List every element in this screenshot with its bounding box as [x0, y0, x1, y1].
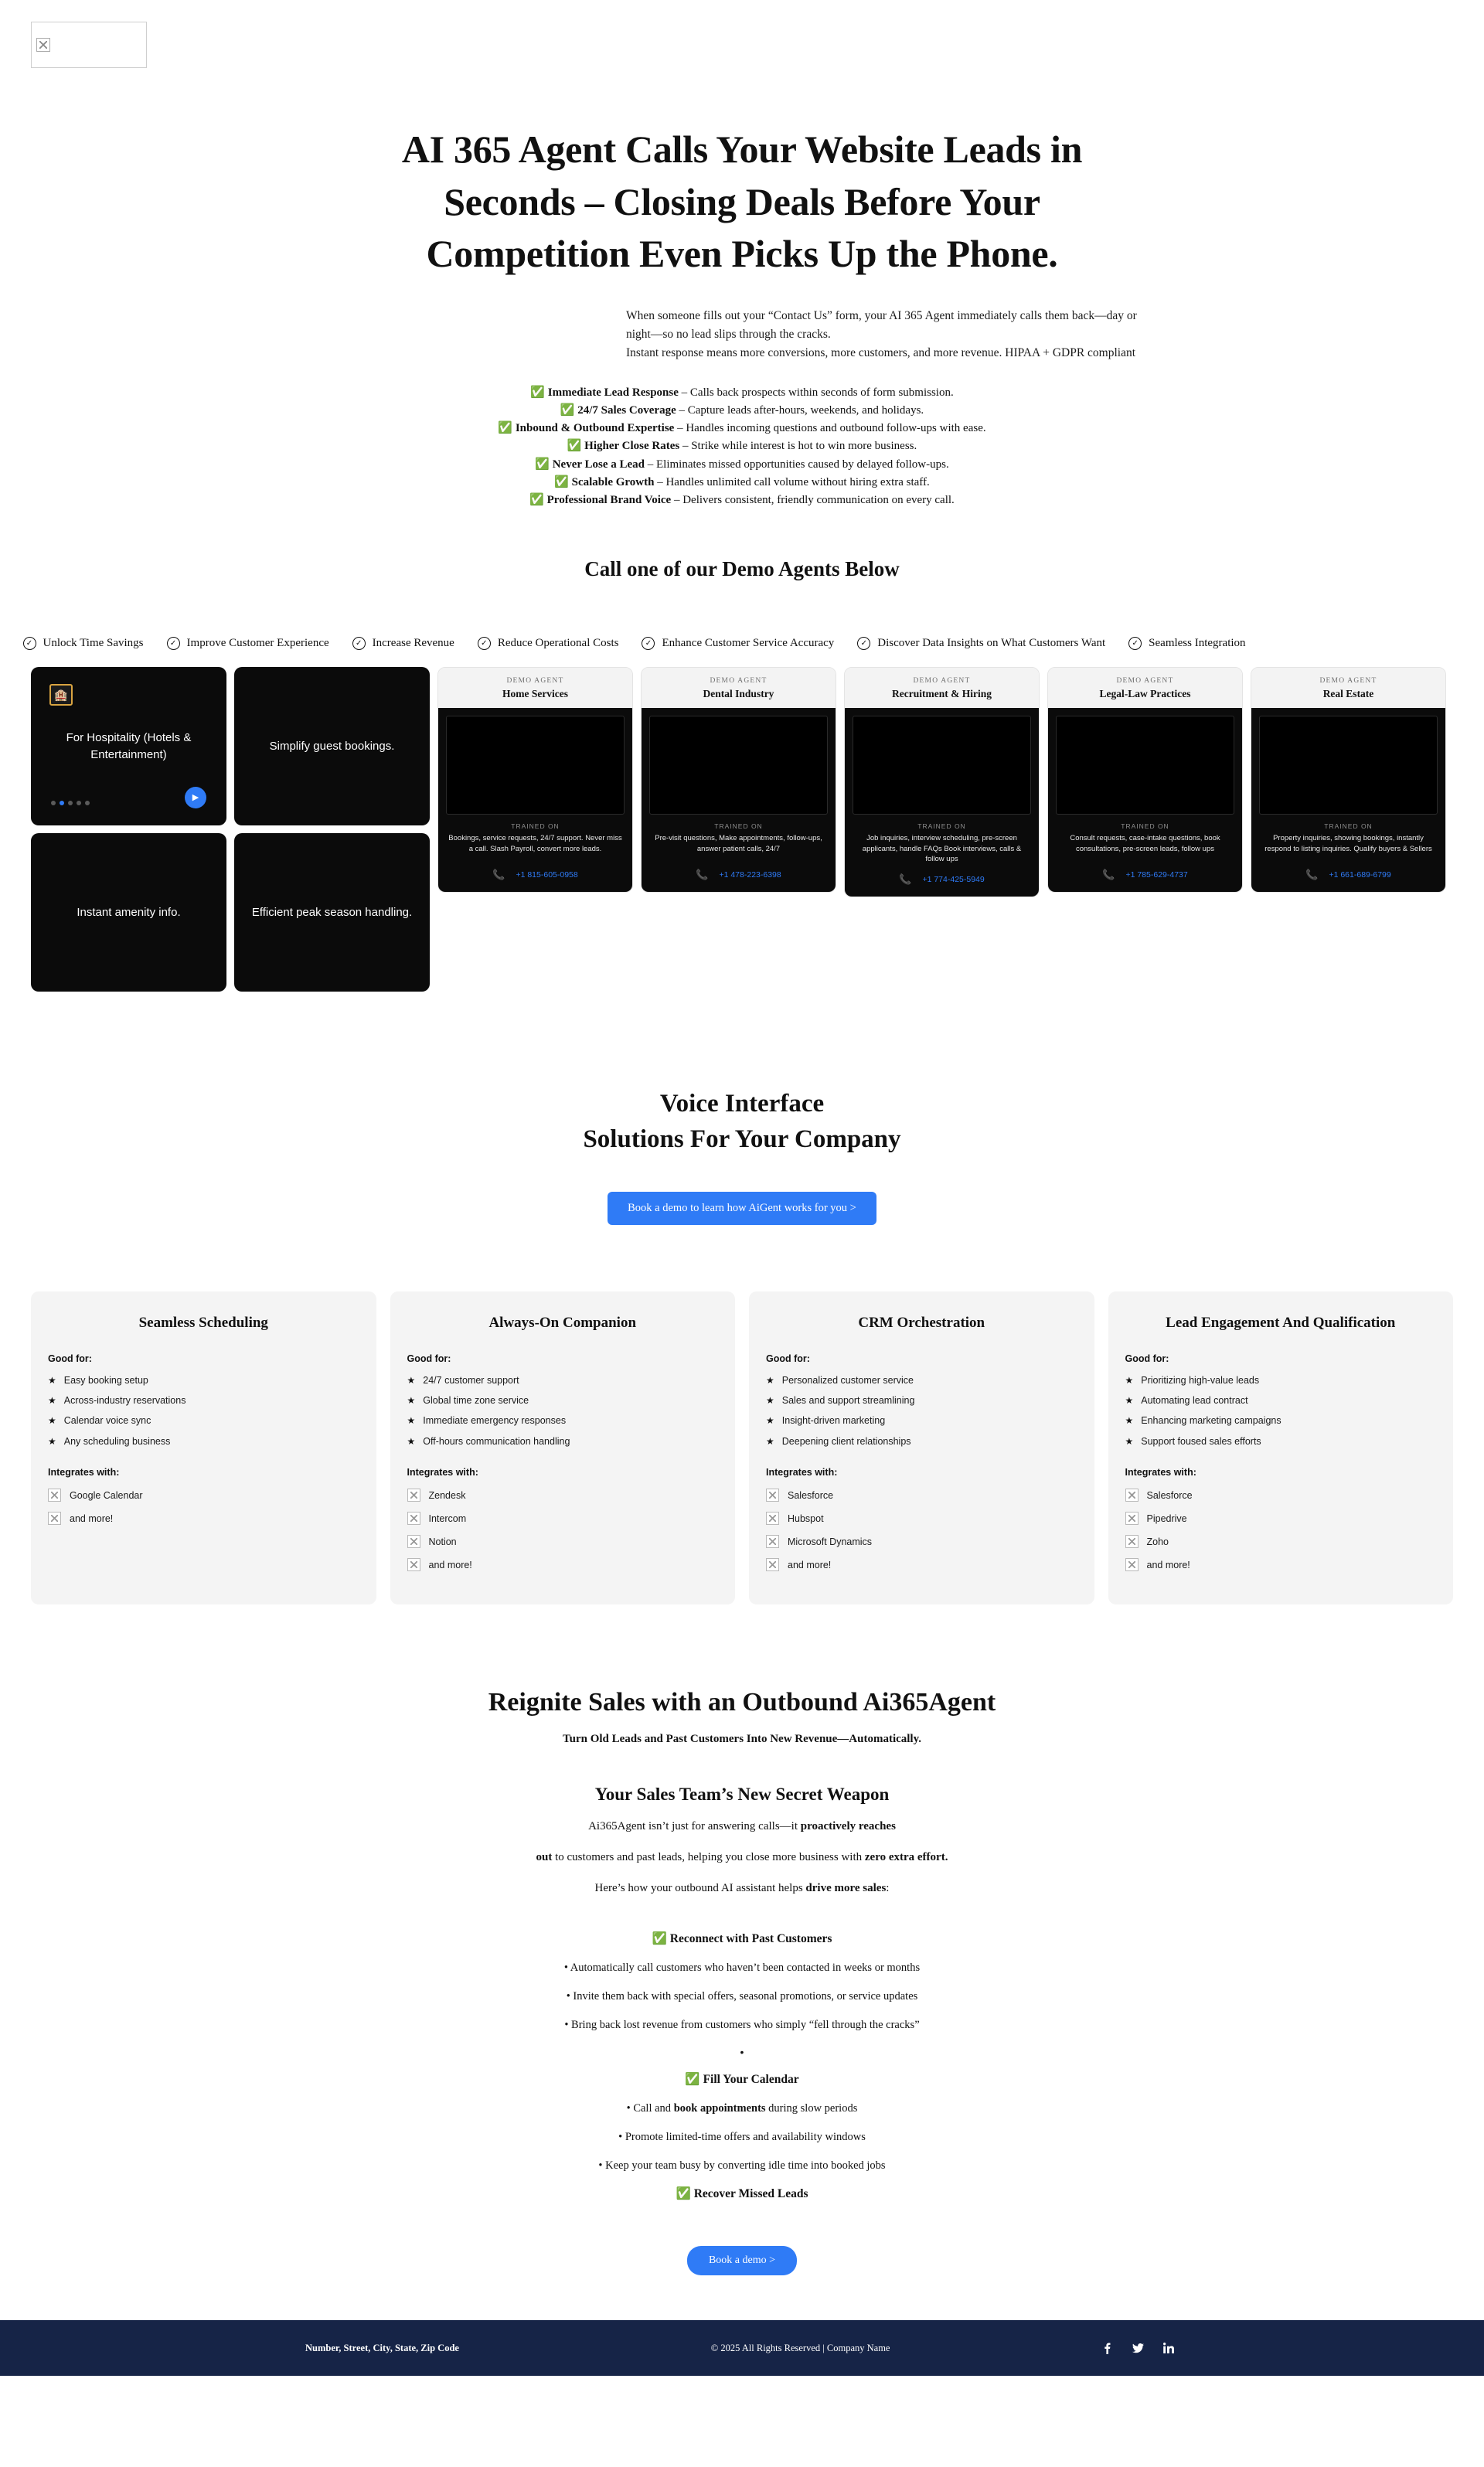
- bullet-bold: Inbound & Outbound Expertise: [515, 422, 675, 435]
- agent-kicker: DEMO AGENT: [913, 677, 971, 686]
- feature-item-seamless-integration: [1128, 637, 1245, 650]
- page-title: AI 365 Agent Calls Your Website Leads in Seconds – Closing Deals Before Your Competition Even Picks Up the Phone.: [401, 128, 1083, 275]
- outbound-group2-item: [0, 2102, 1484, 2115]
- agent-phone-number[interactable]: +1 785-629-4737: [1125, 870, 1188, 880]
- bullet-rest: – Handles unlimited call volume without hiring extra staff.: [654, 475, 930, 488]
- agent-call-row[interactable]: [853, 873, 1031, 886]
- book-demo-aigent-button[interactable]: Book a demo to learn how AiGent works for you >: [608, 1192, 876, 1225]
- outbound-paragraph-1: [0, 1817, 1484, 1836]
- bullet-rest: – Capture leads after-hours, weekends, and holidays.: [676, 403, 924, 417]
- bullet-item: [321, 437, 1163, 455]
- check-icon: ✅: [530, 386, 545, 399]
- agent-card-body: [642, 708, 836, 892]
- outbound-g2-text-a: • Call and: [626, 2102, 674, 2115]
- outbound-group1-item: • Automatically call customers who haven’t been contacted in weeks or months: [563, 1962, 921, 1975]
- integration-item: [766, 1535, 1077, 1548]
- agent-card-body: [1251, 708, 1445, 892]
- star-icon: ★: [407, 1415, 416, 1427]
- carousel-dots[interactable]: [51, 801, 90, 805]
- star-icon: ★: [1125, 1415, 1134, 1427]
- check-icon: ✅: [567, 440, 582, 453]
- hospitality-tile-2[interactable]: [31, 833, 226, 992]
- outbound-section: [0, 1688, 1484, 2275]
- integration-label: Microsoft Dynamics: [788, 1536, 873, 1547]
- solution-item-label: Immediate emergency responses: [423, 1415, 567, 1427]
- bullet-item: [321, 456, 1163, 474]
- voice-interface-section: [0, 1086, 1484, 1224]
- solution-card-seamless-scheduling: [31, 1291, 376, 1605]
- outbound-group1-title: [0, 1931, 1484, 1946]
- carousel-dot-active[interactable]: [60, 801, 64, 805]
- outbound-group3-label: Recover Missed Leads: [693, 2187, 808, 2201]
- carousel-dot[interactable]: [85, 801, 90, 805]
- integration-label: Zoho: [1146, 1536, 1169, 1547]
- outbound-group2-item: • Keep your team busy by converting idle time into booked jobs: [598, 2159, 886, 2173]
- integration-logo-icon: [1125, 1535, 1139, 1548]
- agent-phone-number[interactable]: +1 661-689-6799: [1329, 870, 1391, 880]
- star-icon: ★: [48, 1395, 56, 1407]
- feature-label: Enhance Customer Service Accuracy: [662, 637, 835, 650]
- agent-phone-number[interactable]: +1 774-425-5949: [922, 875, 985, 885]
- outbound-p1-bold: proactively reaches: [800, 1820, 896, 1833]
- check-icon: ✅: [652, 1932, 667, 1946]
- agent-video-player[interactable]: [1056, 716, 1234, 815]
- integration-item: [407, 1558, 719, 1571]
- footer-address: Number, Street, City, State, Zip Code: [305, 2342, 459, 2353]
- feature-label: Improve Customer Experience: [186, 637, 329, 650]
- solution-title: Seamless Scheduling: [138, 1314, 268, 1331]
- integration-logo-icon: [407, 1535, 420, 1548]
- solution-item: [1125, 1395, 1437, 1406]
- bullet-bold: Never Lose a Lead: [552, 458, 645, 471]
- agent-description: Consult requests, case-intake questions, book consultations, pre-screen leads, follow ups: [1070, 834, 1220, 853]
- phone-icon: 📞: [899, 873, 912, 886]
- check-circle-icon: ✓: [642, 637, 655, 650]
- solution-title: Lead Engagement And Qualification: [1166, 1314, 1396, 1331]
- integration-logo-icon: [407, 1558, 420, 1571]
- check-icon: ✅: [535, 458, 550, 471]
- agent-call-row[interactable]: [1056, 869, 1234, 881]
- outbound-p3-colon: :: [886, 1882, 890, 1895]
- integration-item: [1125, 1535, 1437, 1548]
- hospitality-row-top: [31, 667, 430, 825]
- agent-kicker: DEMO AGENT: [1319, 677, 1377, 686]
- integration-label: and more!: [788, 1559, 832, 1570]
- voice-heading: [0, 1086, 1484, 1157]
- solution-item: [766, 1375, 1077, 1386]
- phone-icon: 📞: [1305, 869, 1319, 881]
- bullet-bold: 24/7 Sales Coverage: [577, 403, 676, 417]
- trained-on-label: TRAINED ON: [1324, 822, 1373, 831]
- site-footer: [0, 2320, 1484, 2376]
- star-icon: ★: [48, 1415, 56, 1427]
- book-demo-button[interactable]: Book a demo >: [687, 2246, 797, 2275]
- integration-item: [407, 1512, 719, 1525]
- solution-item: [407, 1375, 719, 1386]
- outbound-title: Reignite Sales with an Outbound Ai365Agent: [488, 1688, 996, 1717]
- integration-label: Hubspot: [788, 1513, 824, 1524]
- agent-description: Pre-visit questions, Make appointments, follow-ups, answer patient calls, 24/7: [655, 834, 822, 853]
- integration-item: [766, 1489, 1077, 1502]
- outbound-separator-dot: •: [740, 2046, 744, 2059]
- integration-logo-icon: [1125, 1558, 1139, 1571]
- solution-item-label: Automating lead contract: [1141, 1395, 1248, 1407]
- feature-label: Unlock Time Savings: [43, 637, 144, 650]
- hero-section: [0, 77, 1484, 581]
- carousel-dot[interactable]: [77, 801, 81, 805]
- star-icon: ★: [766, 1435, 774, 1447]
- hero-subtext: [321, 307, 1163, 362]
- demo-cards-row: [0, 667, 1484, 992]
- feature-item-reduce-operational-costs: [478, 637, 619, 650]
- outbound-p2-text: to customers and past leads, helping you close more business with: [552, 1851, 865, 1864]
- phone-icon: 📞: [696, 869, 709, 881]
- outbound-paragraph-3: [0, 1879, 1484, 1897]
- integration-logo-icon: [766, 1489, 779, 1502]
- outbound-g2-bold: book appointments: [673, 2102, 766, 2115]
- integration-item: [766, 1512, 1077, 1525]
- good-for-label: Good for:: [407, 1353, 451, 1364]
- hospitality-row-bottom: [31, 833, 430, 992]
- solution-title: Always-On Companion: [488, 1314, 637, 1331]
- agent-description: Bookings, service requests, 24/7 support. Never miss a call. Slash Payroll, convert more leads.: [448, 834, 622, 853]
- solution-item-label: Global time zone service: [423, 1395, 529, 1407]
- feature-strip: [0, 637, 1484, 650]
- phone-icon: 📞: [492, 869, 505, 881]
- star-icon: ★: [1125, 1374, 1134, 1386]
- bullet-item: [321, 474, 1163, 492]
- check-icon: ✅: [685, 2073, 700, 2087]
- trained-on-label: TRAINED ON: [714, 822, 763, 831]
- bullet-item: [321, 384, 1163, 402]
- outbound-p3-text: Here’s how your outbound AI assistant helps: [594, 1882, 806, 1895]
- hospitality-main-card[interactable]: [31, 667, 226, 825]
- bullet-rest: – Eliminates missed opportunities caused by delayed follow-ups.: [645, 458, 949, 471]
- trained-on-label: TRAINED ON: [917, 822, 966, 831]
- solution-item: [1125, 1436, 1437, 1447]
- solution-item: [48, 1375, 359, 1386]
- hospitality-tile-1[interactable]: [234, 667, 430, 825]
- star-icon: ★: [407, 1435, 416, 1447]
- integration-logo-icon: [407, 1489, 420, 1502]
- integration-logo-icon: [1125, 1489, 1139, 1502]
- agent-card-header: [438, 668, 632, 708]
- integration-logo-icon: [48, 1489, 61, 1502]
- integration-label: Salesforce: [788, 1489, 834, 1501]
- trained-on-label: TRAINED ON: [511, 822, 560, 831]
- integrates-with-label: Integrates with:: [766, 1467, 838, 1478]
- bullet-bold: Immediate Lead Response: [547, 386, 679, 399]
- integration-label: Zendesk: [428, 1489, 466, 1501]
- outbound-p2-bold-end: zero extra effort.: [864, 1851, 948, 1864]
- agent-call-row[interactable]: [1259, 869, 1438, 881]
- solution-item-label: Calendar voice sync: [63, 1415, 151, 1427]
- bullet-bold: Higher Close Rates: [584, 440, 680, 453]
- solution-item-label: 24/7 customer support: [423, 1374, 519, 1386]
- agent-card-header: [845, 668, 1039, 708]
- solution-item-label: Easy booking setup: [63, 1374, 148, 1386]
- solution-item: [48, 1436, 359, 1447]
- agent-video-player[interactable]: [1259, 716, 1438, 815]
- solution-item: [407, 1395, 719, 1406]
- agent-phone-number[interactable]: +1 478-223-6398: [719, 870, 781, 880]
- phone-icon: 📞: [1102, 869, 1115, 881]
- hero-bullet-list: [321, 384, 1163, 510]
- outbound-p2-bold-start: out: [536, 1851, 553, 1864]
- agent-name: Recruitment & Hiring: [892, 688, 992, 700]
- outbound-p3-bold: drive more sales: [805, 1882, 887, 1895]
- bullet-item: [321, 492, 1163, 509]
- voice-heading-line2: Solutions For Your Company: [583, 1125, 901, 1154]
- solution-item-label: Deepening client relationships: [781, 1435, 911, 1447]
- bullet-item: [321, 420, 1163, 437]
- integration-label: and more!: [1146, 1559, 1190, 1570]
- check-circle-icon: ✓: [857, 637, 870, 650]
- outbound-group1-item: • Invite them back with special offers, seasonal promotions, or service updates: [566, 1990, 918, 2003]
- integration-item: [407, 1489, 719, 1502]
- star-icon: ★: [48, 1374, 56, 1386]
- solution-item: [1125, 1415, 1437, 1426]
- solution-item-label: Insight-driven marketing: [781, 1415, 886, 1427]
- hospitality-card-group: [31, 667, 430, 992]
- star-icon: ★: [1125, 1435, 1134, 1447]
- check-icon: ✅: [529, 494, 544, 507]
- feature-item-enhance-customer-service-accuracy: [642, 637, 834, 650]
- outbound-paragraph-2: [0, 1848, 1484, 1866]
- solution-item: [766, 1395, 1077, 1406]
- agent-card-recruitment-hiring[interactable]: [844, 667, 1040, 897]
- integration-label: Intercom: [428, 1513, 467, 1524]
- solution-item-label: Enhancing marketing campaigns: [1141, 1415, 1281, 1427]
- good-for-label: Good for:: [1125, 1353, 1169, 1364]
- star-icon: ★: [407, 1395, 416, 1407]
- solution-item-label: Across-industry reservations: [63, 1395, 186, 1407]
- site-header: [0, 0, 1484, 77]
- integration-label: Pipedrive: [1146, 1513, 1187, 1524]
- outbound-group2-title: [0, 2072, 1484, 2087]
- hotel-icon: 🏨: [49, 684, 73, 706]
- outbound-group2-label: Fill Your Calendar: [703, 2073, 799, 2087]
- integrates-with-label: Integrates with:: [48, 1467, 120, 1478]
- integration-item: [766, 1558, 1077, 1571]
- linkedin-icon[interactable]: [1162, 2342, 1175, 2354]
- agent-name: Dental Industry: [703, 688, 774, 700]
- solution-item-label: Any scheduling business: [63, 1435, 171, 1447]
- play-icon[interactable]: ▶: [185, 787, 206, 808]
- carousel-dot[interactable]: [51, 801, 56, 805]
- agent-phone-number[interactable]: +1 815-605-0958: [516, 870, 578, 880]
- agent-kicker: DEMO AGENT: [710, 677, 768, 686]
- solution-item: [48, 1395, 359, 1406]
- hero-subtext-line2: Instant response means more conversions, more customers, and more revenue. HIPAA + GDPR compliant: [626, 345, 1136, 359]
- integration-item: [48, 1512, 359, 1525]
- check-circle-icon: ✓: [23, 637, 36, 650]
- agent-card-home-services[interactable]: [437, 667, 633, 893]
- check-circle-icon: ✓: [167, 637, 180, 650]
- feature-label: Reduce Operational Costs: [497, 637, 619, 650]
- agent-call-row[interactable]: [446, 869, 625, 881]
- star-icon: ★: [48, 1435, 56, 1447]
- check-icon: ✅: [676, 2187, 691, 2201]
- agent-card-body: [438, 708, 632, 892]
- outbound-group2-item: • Promote limited-time offers and availability windows: [618, 2131, 866, 2144]
- agent-card-real-estate[interactable]: [1251, 667, 1446, 893]
- integration-item: [48, 1489, 359, 1502]
- feature-item-unlock-time-savings: [23, 637, 144, 650]
- hospitality-tile-label: Efficient peak season handling.: [251, 906, 413, 920]
- feature-label: Increase Revenue: [372, 637, 454, 650]
- agent-kicker: DEMO AGENT: [1116, 677, 1174, 686]
- solution-card-crm-orchestration: [749, 1291, 1094, 1605]
- bullet-rest: – Strike while interest is hot to win more business.: [679, 440, 917, 453]
- solution-item: [766, 1436, 1077, 1447]
- integration-label: Google Calendar: [70, 1489, 143, 1501]
- hero-subtext-line1: When someone fills out your “Contact Us” form, your AI 365 Agent immediately calls them back—day or night—so no lead slips through the cracks.: [626, 308, 1137, 341]
- footer-social-links: [1101, 2342, 1453, 2354]
- hospitality-tile-label: Instant amenity info.: [77, 906, 181, 920]
- facebook-icon[interactable]: [1101, 2342, 1113, 2354]
- broken-image-icon: [36, 38, 50, 52]
- outbound-group3-title: [0, 2186, 1484, 2201]
- solution-item: [48, 1415, 359, 1426]
- outbound-heading: Your Sales Team’s New Secret Weapon: [594, 1785, 890, 1805]
- integrates-with-label: Integrates with:: [1125, 1467, 1196, 1478]
- bullet-rest: – Handles incoming questions and outbound follow-ups with ease.: [674, 422, 986, 435]
- star-icon: ★: [407, 1374, 416, 1386]
- integration-logo-icon: [48, 1512, 61, 1525]
- check-circle-icon: ✓: [478, 637, 491, 650]
- feature-item-increase-revenue: [352, 637, 454, 650]
- outbound-p1-text: Ai365Agent isn’t just for answering calls—it: [588, 1820, 801, 1833]
- site-logo[interactable]: [31, 22, 147, 68]
- feature-label: Discover Data Insights on What Customers Want: [877, 637, 1106, 650]
- agent-name: Home Services: [502, 688, 569, 700]
- integration-logo-icon: [1125, 1512, 1139, 1525]
- check-icon: ✅: [498, 422, 513, 435]
- solution-card-always-on-companion: [390, 1291, 736, 1605]
- star-icon: ★: [766, 1374, 774, 1386]
- solution-item: [407, 1415, 719, 1426]
- agent-card-body: [1048, 708, 1242, 892]
- outbound-g2-text-c: during slow periods: [765, 2102, 858, 2115]
- outbound-subtitle: Turn Old Leads and Past Customers Into New Revenue—Automatically.: [562, 1733, 922, 1746]
- bullet-rest: – Delivers consistent, friendly communication on every call.: [671, 494, 955, 507]
- trained-on-label: TRAINED ON: [1121, 822, 1169, 831]
- agent-kicker: DEMO AGENT: [506, 677, 564, 686]
- solution-item-label: Off-hours communication handling: [423, 1435, 570, 1447]
- outbound-group1-label: Reconnect with Past Customers: [669, 1932, 832, 1946]
- hospitality-main-label: For Hospitality (Hotels & Entertainment): [66, 731, 192, 761]
- hospitality-tile-label: Simplify guest bookings.: [269, 740, 395, 754]
- integration-item: [1125, 1512, 1437, 1525]
- star-icon: ★: [766, 1395, 774, 1407]
- integrates-with-label: Integrates with:: [407, 1467, 478, 1478]
- integration-label: and more!: [428, 1559, 472, 1570]
- integration-item: [1125, 1489, 1437, 1502]
- bullet-item: [321, 402, 1163, 420]
- agent-card-header: [1251, 668, 1445, 708]
- integration-label: Notion: [428, 1536, 457, 1547]
- solution-item: [407, 1436, 719, 1447]
- carousel-dot[interactable]: [68, 801, 73, 805]
- check-circle-icon: ✓: [1128, 637, 1142, 650]
- solution-item: [1125, 1375, 1437, 1386]
- agent-card-header: [642, 668, 836, 708]
- agent-video-player[interactable]: [853, 716, 1031, 815]
- bullet-bold: Professional Brand Voice: [546, 494, 672, 507]
- check-icon: ✅: [554, 475, 569, 488]
- solution-card-lead-engagement: [1108, 1291, 1454, 1605]
- solution-item-label: Sales and support streamlining: [781, 1395, 915, 1407]
- good-for-label: Good for:: [766, 1353, 810, 1364]
- solution-title: CRM Orchestration: [858, 1314, 985, 1331]
- solution-item-label: Personalized customer service: [781, 1374, 914, 1386]
- solution-item-label: Prioritizing high-value leads: [1141, 1374, 1260, 1386]
- agent-video-player[interactable]: [446, 716, 625, 815]
- hospitality-tile-3[interactable]: [234, 833, 430, 992]
- agent-description: Property inquiries, showing bookings, instantly respond to listing inquiries. Qualify buyers & Sellers: [1264, 834, 1432, 853]
- agent-video-player[interactable]: [649, 716, 828, 815]
- good-for-label: Good for:: [48, 1353, 92, 1364]
- integration-label: Salesforce: [1146, 1489, 1193, 1501]
- agent-call-row[interactable]: [649, 869, 828, 881]
- check-icon: ✅: [560, 403, 575, 417]
- twitter-icon[interactable]: [1132, 2342, 1144, 2354]
- integration-logo-icon: [766, 1535, 779, 1548]
- integration-logo-icon: [407, 1512, 420, 1525]
- solution-item-label: Support foused sales efforts: [1141, 1435, 1261, 1447]
- demo-agents-heading: Call one of our Demo Agents Below: [584, 557, 900, 581]
- outbound-group1-item: • Bring back lost revenue from customers who simply “fell through the cracks”: [564, 2019, 920, 2032]
- bullet-rest: – Calls back prospects within seconds of form submission.: [678, 386, 954, 399]
- integration-logo-icon: [766, 1512, 779, 1525]
- solutions-row: [31, 1291, 1453, 1605]
- agent-name: Legal-Law Practices: [1099, 688, 1191, 700]
- integration-item: [407, 1535, 719, 1548]
- star-icon: ★: [1125, 1395, 1134, 1407]
- star-icon: ★: [766, 1415, 774, 1427]
- footer-copyright: © 2025 All Rights Reserved | Company Name: [710, 2342, 890, 2353]
- bullet-bold: Scalable Growth: [571, 475, 655, 488]
- check-circle-icon: ✓: [352, 637, 366, 650]
- integration-item: [1125, 1558, 1437, 1571]
- agent-card-legal-law-practices[interactable]: [1047, 667, 1243, 893]
- agent-name: Real Estate: [1322, 688, 1374, 700]
- agent-description: Job inquiries, interview scheduling, pre-screen applicants, handle FAQs Book interviews, calls & follow ups: [862, 834, 1022, 863]
- solution-item: [766, 1415, 1077, 1426]
- agent-card-body: [845, 708, 1039, 897]
- agent-card-header: [1048, 668, 1242, 708]
- agent-card-dental-industry[interactable]: [641, 667, 836, 893]
- integration-logo-icon: [766, 1558, 779, 1571]
- feature-item-improve-customer-experience: [167, 637, 329, 650]
- feature-label: Seamless Integration: [1149, 637, 1246, 650]
- feature-item-discover-data-insights: [857, 637, 1105, 650]
- integration-label: and more!: [70, 1513, 114, 1524]
- voice-heading-line1: Voice Interface: [659, 1090, 825, 1118]
